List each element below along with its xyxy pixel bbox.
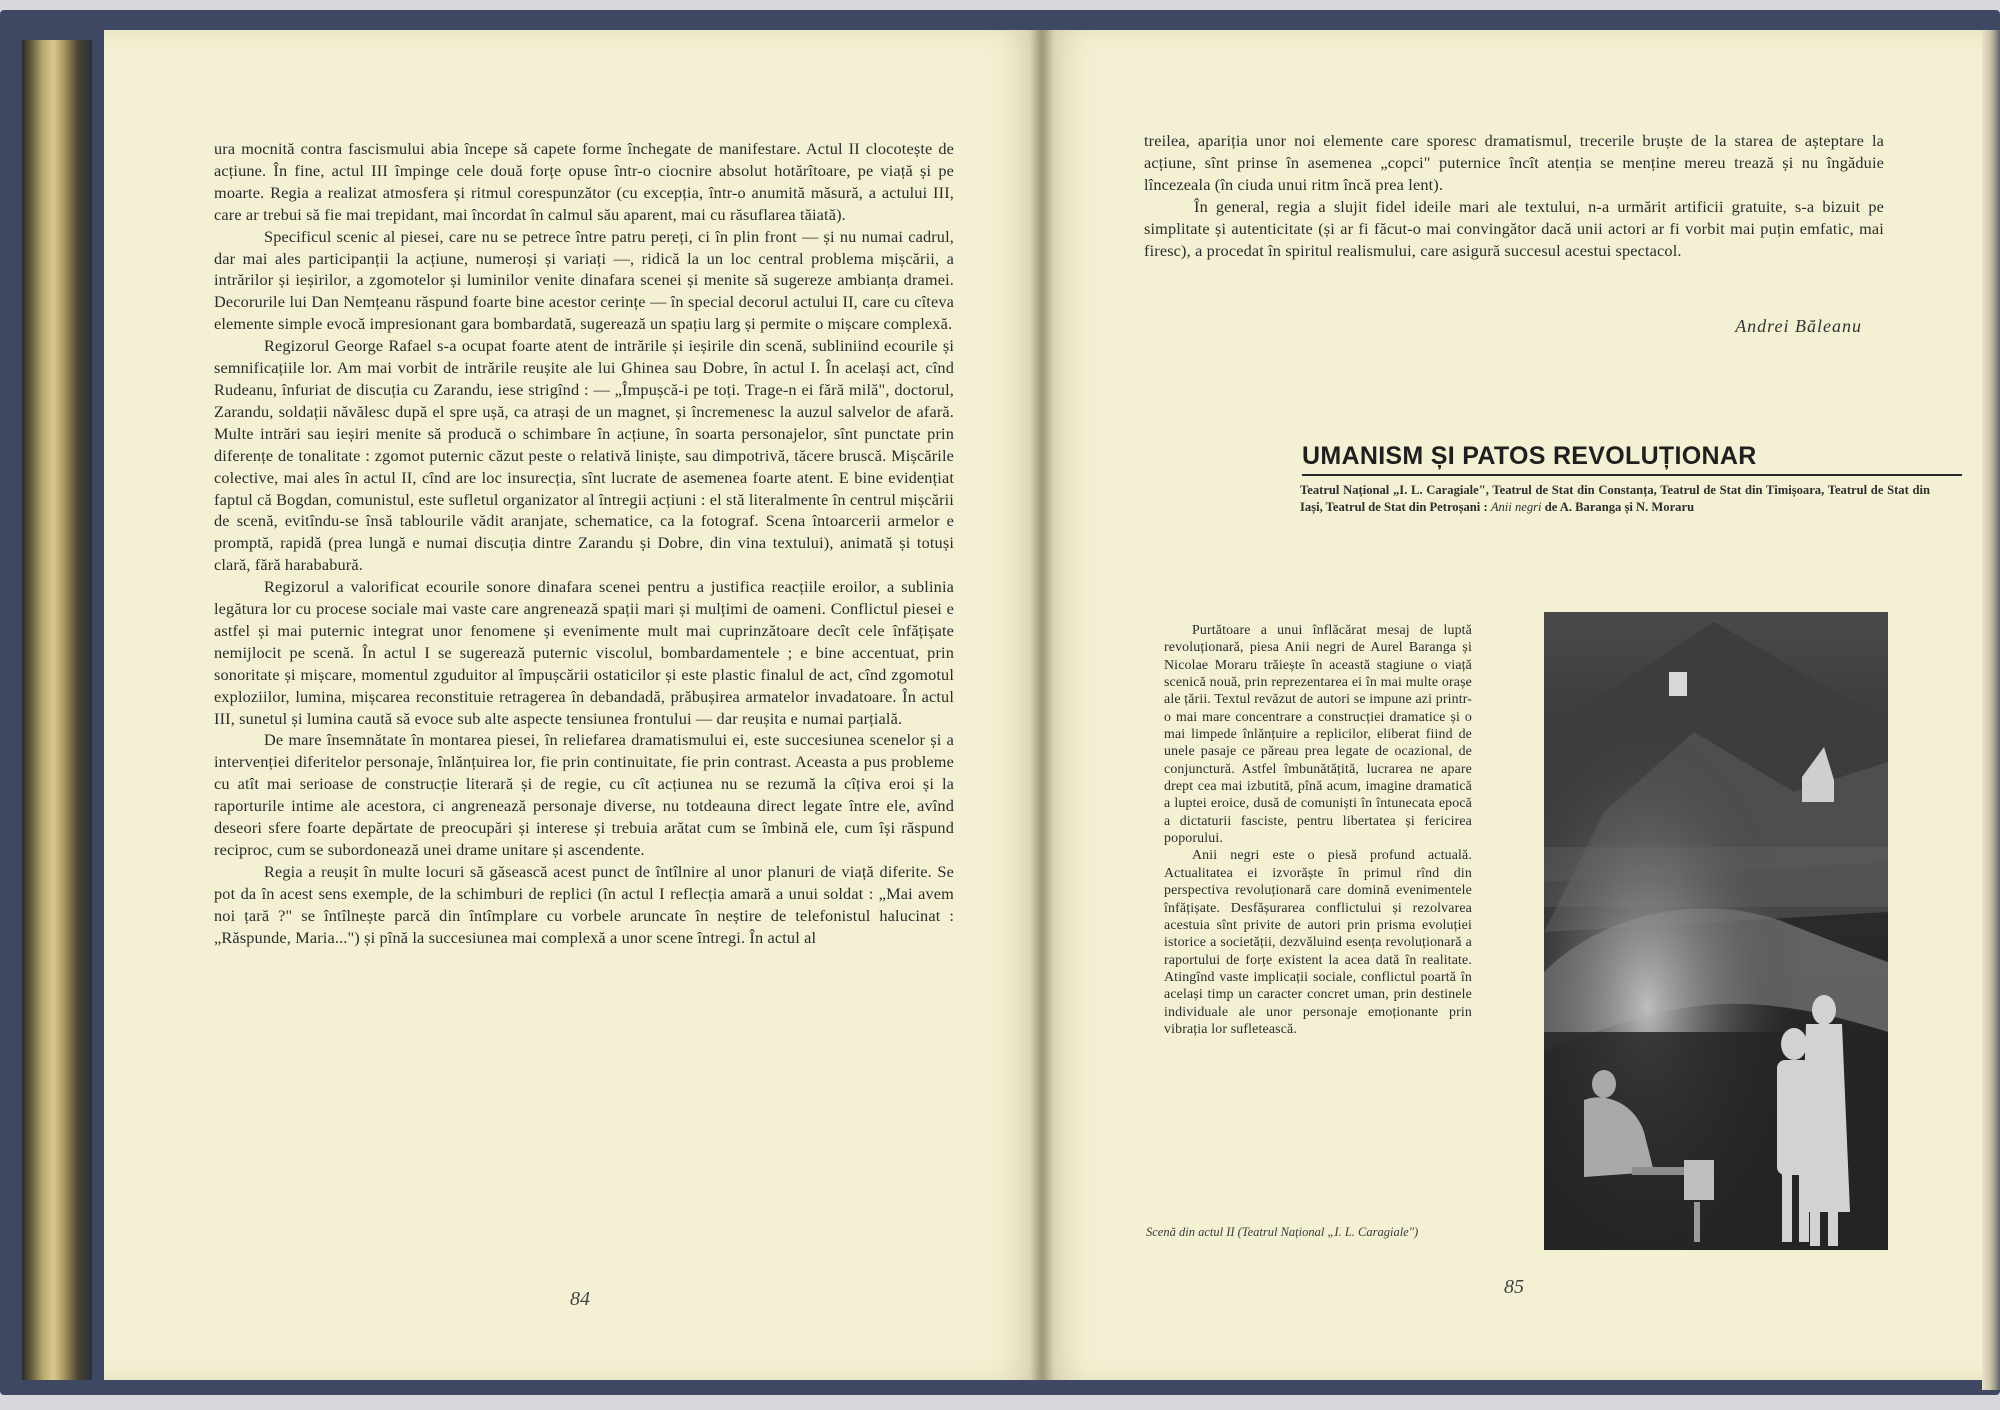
book-gutter [1030,30,1054,1380]
subtitle-theatres: Teatrul Național „I. L. Caragiale", Teatrul de Stat din Constanța, Teatrul de Stat din Timișoara, Teatrul de Stat din Iași, Teatrul de Stat din Petroșani : [1300,483,1930,514]
paragraph: Regia a reușit în multe locuri să găsească acest punct de întîlnire al unor planuri de viață diferite. Se pot da în acest sens exemple, de la schimburi de replici (în actul I reflecția amară a unui soldat : „Mai avem noi țară ?" se întîlnește parcă din întîmplare cu vorbele aruncate în neștire de telefonistul halucinat : „Răspunde, Maria...") și pînă la succesiunea mai complexă a unor scene întregi. În actul al [214,861,954,947]
subtitle-authors: de A. Baranga și N. Moraru [1544,500,1695,514]
page-edges-left [22,40,92,1380]
stage-photo [1544,612,1888,1250]
page-number: 85 [1504,1276,1524,1298]
page-edges-right [1982,30,2000,1390]
left-page-text [214,138,954,949]
author-signature: Andrei Băleanu [1735,316,1862,336]
page-number: 84 [570,1288,590,1310]
right-page-continued-text [1144,130,1884,261]
paragraph: Regizorul a valorificat ecourile sonore dinafara scenei pentru a justifica reacțiile eroilor, a sublinia legătura lor cu procese sociale mai vaste care angrenează spații mari și mulțimi de oameni. Conflictul piesei e astfel și mai puternic integrat unor fenomene și evenimente mult mai cuprinzătoare decît cele înfățișate nemijlocit pe scenă. În actul I se sugerează puternic viscolul, bombardamentele ; e bine accentuat, prin sonoritate și mișcare, momentul zguduitor al împușcării ostaticilor și este plastic finalul de act, cînd zgomotul exploziilor, lumina, mișcarea reconstituie retragerea în debandadă, prăbușirea armatelor invadatoare. În actul III, sunetul și lumina caută să evoce sub alte aspecte tensiunea frontului — dar reușita e numai parțială. [214,577,954,728]
paragraph: Purtătoare a unui înflăcărat mesaj de luptă revoluționară, piesa Anii negri de Aurel Baranga și Nicolae Moraru trăiește în această stagiune o viață scenică nouă, prin reprezentarea ei în mai multe orașe ale țării. Textul revăzut de autori se impune azi printr-o mai mare concentrare a construcției dramatice și o mai limpede înlănțuire a replicilor, eliberat fiind de unele pasaje ce păreau prea legate de ocazional, de conjunctură. Astfel îmbunătățită, lucrarea ne apare drept cea mai izbutită, pînă acum, imagine dramatică a luptei eroice, dusă de comuniști în întunecata epocă a dictaturii fasciste, pentru libertatea și fericirea poporului. [1164,623,1472,847]
paragraph: De mare însemnătate în montarea piesei, în reliefarea dramatismului ei, este succesiunea scenelor și a intervenției diferitelor personaje, înlănțuirea lor, fie prin continuitate, fie prin contrast. Aceasta a pus probleme cu atît mai serioase de construcție literară și de regie, cu cît acțiunea nu se rezumă la cîțiva eroi și la raporturile intime ale acestora, ci angrenează personaje diverse, nu totdeauna direct legate între ele, avînd deseori sfere foarte depărtate de preocupări și interese și trebuia arătat cum se îmbină ele, cum își răspund reciproc, cum se subordonează unei drame unitare și ascendente. [214,730,954,859]
paragraph: treilea, apariția unor noi elemente care sporesc dramatismul, trecerile bruște de la starea de așteptare la acțiune, sînt prinse în asemenea „copci" puternice încît atenția se menține mereu trează și nu îngăduie lîncezeala (în ciuda unui ritm încă prea lent). [1144,131,1884,194]
left-page [104,30,1042,1380]
article-column [1164,622,1472,1038]
photo-caption: Scenă din actul II (Teatrul Național „I. L. Caragiale") [1146,1225,1419,1239]
stage-scene-image [1544,612,1888,1250]
right-page [1042,30,1982,1380]
paragraph: ura mocnită contra fascismului abia începe să capete forme închegate de manifestare. Actul II clocotește de acțiune. În fine, actul III împinge cele două forțe opuse într-o ciocnire absolut hotărîtoare, pe viață și pe moarte. Regia a realizat atmosfera și ritmul corespunzător (cu excepția, într-o anumită măsură, a actului III, care ar trebui să fie mai trepidant, mai încordat în calmul său aparent, mai cu răsuflarea tăiată). [214,139,954,224]
paragraph: Specificul scenic al piesei, care nu se petrece între patru pereți, ci în plin front — și nu numai cadrul, dar mai ales participanții la acțiune, numeroși și variați —, ridică la un loc central problema mișcării, a intrărilor și ieșirilor, a zgomotelor și luminilor venite dinafara scenei și menite să sugereze ambianța dramei. Decorurile lui Dan Nemțeanu răspund foarte bine acestor cerințe — în special decorul actului II, care cu cîteva elemente simple evocă impresionant gara bombardată, sugerează un spațiu larg și permite o mișcare complexă. [214,226,954,334]
paragraph: Anii negri este o piesă profund actuală. Actualitatea ei izvorăște în primul rînd din perspectiva revoluționară care domină evenimentele înfățișate. Desfășurarea conflictului și rezolvarea acestuia sînt privite de autori prin prisma evoluției istorice a societății, dezvăluind esența revoluționară a raportului de forțe existent la acea dată în realitate. Atingînd vaste implicații sociale, conflictul poartă în același timp un caracter concret uman, prin destinele individuale ale unor personaje emoționante prin vibrația lor sufletească. [1164,848,1472,1037]
article-title: UMANISM ȘI PATOS REVOLUȚIONAR [1302,442,1962,476]
paragraph: Regizorul George Rafael s-a ocupat foarte atent de intrările și ieșirile din scenă, subliniind ecourile și semnificațiile lor. Am mai vorbit de intrările reușite ale lui Ghinea sau Dobre, în actul I. În același act, cînd Rudeanu, înfuriat de discuția cu Zarandu, iese strigînd : — „Împușcă-i pe toți. Trage-n ei fără milă", doctorul, Zarandu, soldații năvălesc după el spre ușă, ca atrași de un magnet, și încremenesc la auzul salvelor de afară. Multe intrări sau ieșiri menite să producă o schimbare în acțiune, în soarta personajelor, sînt punctate prin diferențe de tonalitate : zgomot puternic căzut peste o relativă liniște, sau dimpotrivă, tăcere bruscă. Mișcările colective, mai ales în actul II, cînd are loc insurecția, sînt lucrate de asemenea foarte atent. E bine evidențiat faptul că Bogdan, comunistul, este sufletul organizator al întregii acțiuni : el stă literalmente în centrul mișcării de scenă, evitîndu-se însă tablourile vădit aranjate, schematice, ca la fotograf. Scena întoarcerii armelor e promptă, rapidă (prea lungă e numai discuția dintre Zarandu și Dobre, din vina textului), animată și totuși clară, fără harababură. [214,336,954,575]
paragraph: În general, regia a slujit fidel ideile mari ale textului, n-a urmărit artificii gratuite, s-a bizuit pe simplitate și autenticitate (și ar fi făcut-o mai convingător dacă unii actori ar fi vorbit mai puțin emfatic, mai firesc), a procedat în spiritul realismului, care asigură succesul acestui spectacol. [1144,196,1884,260]
article-subtitle [1300,482,1930,516]
subtitle-play-title: Anii negri [1490,500,1542,514]
